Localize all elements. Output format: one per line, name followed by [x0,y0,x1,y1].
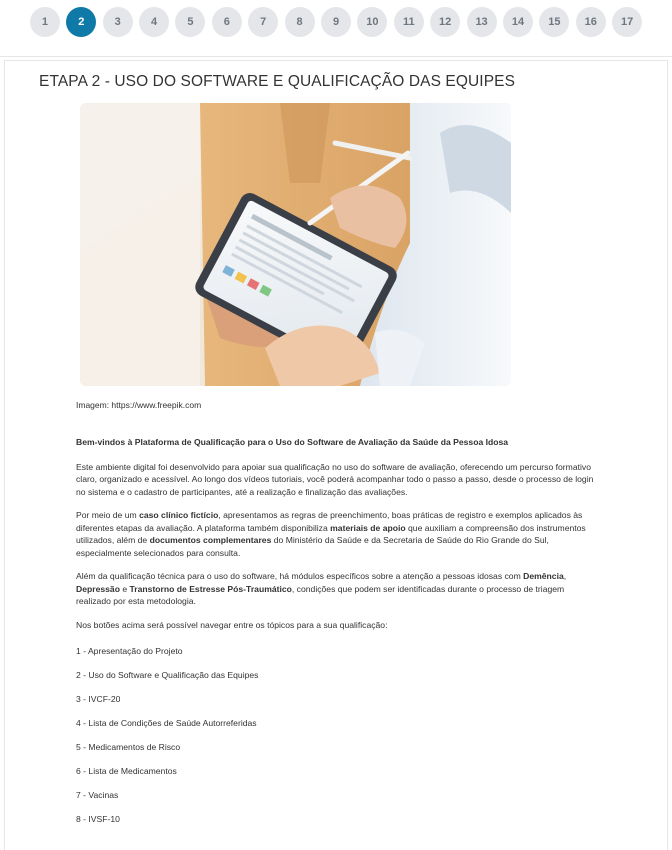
topic-item: 5 - Medicamentos de Risco [76,742,181,752]
text-span: , [563,571,567,581]
text-span: que auxiliam a compreensão dos instrumentos utilizados, além de [76,522,586,545]
page-button-3[interactable]: 3 [103,7,133,37]
page-button-7[interactable]: 7 [248,7,278,37]
bold-text: materiais de apoio [330,522,406,533]
page-button-17[interactable]: 17 [612,7,642,37]
content-card [4,60,668,850]
hero-image [80,103,511,386]
page-button-13[interactable]: 13 [467,7,497,37]
page-button-9[interactable]: 9 [321,7,351,37]
page-button-5[interactable]: 5 [175,7,205,37]
topic-item: 7 - Vacinas [76,790,119,800]
text-span: do Ministério da Saúde e da Secretaria de Saúde do Rio Grande do Sul, especialmente selecionados para consulta. [76,535,549,558]
content-body [76,436,598,837]
page-button-14[interactable]: 14 [503,7,533,37]
topic-item: 6 - Lista de Medicamentos [76,766,177,776]
text-span: , condições que podem ser identificadas durante o processo de triagem realizado por esta metodologia. [76,583,565,606]
topic-item: 1 - Apresentação do Projeto [76,646,183,656]
bold-text: Depressão [76,583,120,594]
welcome-heading: Bem-vindos à Plataforma de Qualificação para o Uso do Software de Avaliação da Saúde da Pessoa Idosa [76,437,509,447]
modules-paragraph [76,570,598,608]
page-button-15[interactable]: 15 [539,7,569,37]
pagination [0,0,672,44]
text-span: , apresentamos as regras de preenchimento, boas práticas de registro e exemplos aplicados às diferentes etapas da avaliação. A plataforma também disponibiliza [76,510,583,533]
topic-item: 3 - IVCF-20 [76,694,121,704]
tablet-illustration [80,103,511,386]
bold-text: caso clínico fictício [139,510,219,520]
method-paragraph [76,509,598,559]
header-divider [0,56,672,57]
bold-text: documentos complementares [149,535,272,545]
page-button-8[interactable]: 8 [285,7,315,37]
intro-paragraph: Este ambiente digital foi desenvolvido para apoiar sua qualificação no uso do software de avaliação, oferecendo um percurso formativo claro, organizado e acessível. Ao longo dos vídeos tutoriais, você poderá acompanhar todo o passo a passo, desde o processo de login no sistema e o cadastro de participantes, até a realização e finalização das avaliações. [76,461,594,497]
page-button-1[interactable]: 1 [30,7,60,37]
topic-item: 4 - Lista de Condições de Saúde Autorreferidas [76,718,257,728]
page-button-10[interactable]: 10 [357,7,387,37]
page-title: ETAPA 2 - USO DO SOFTWARE E QUALIFICAÇÃO DAS EQUIPES [39,73,516,90]
image-caption: Imagem: https://www.freepik.com [76,400,202,410]
page-button-12[interactable]: 12 [430,7,460,37]
topic-item: 2 - Uso do Software e Qualificação das Equipes [76,670,259,680]
page-button-2-active[interactable]: 2 [66,7,96,37]
bold-text: Transtorno de Estresse Pós-Traumático [129,583,292,594]
text-span: Além da qualificação técnica para o uso do software, há módulos específicos sobre a atenção a pessoas idosas com [76,571,524,581]
page-button-11[interactable]: 11 [394,7,424,37]
text-span: e [119,583,130,594]
page-button-6[interactable]: 6 [212,7,242,37]
page-button-16[interactable]: 16 [576,7,606,37]
text-span: Por meio de um [76,510,140,520]
bold-text: Demência [523,571,564,581]
page-button-4[interactable]: 4 [139,7,169,37]
topic-item: 8 - IVSF-10 [76,814,120,824]
navigation-hint: Nos botões acima será possível navegar entre os tópicos para a sua qualificação: [76,619,388,630]
